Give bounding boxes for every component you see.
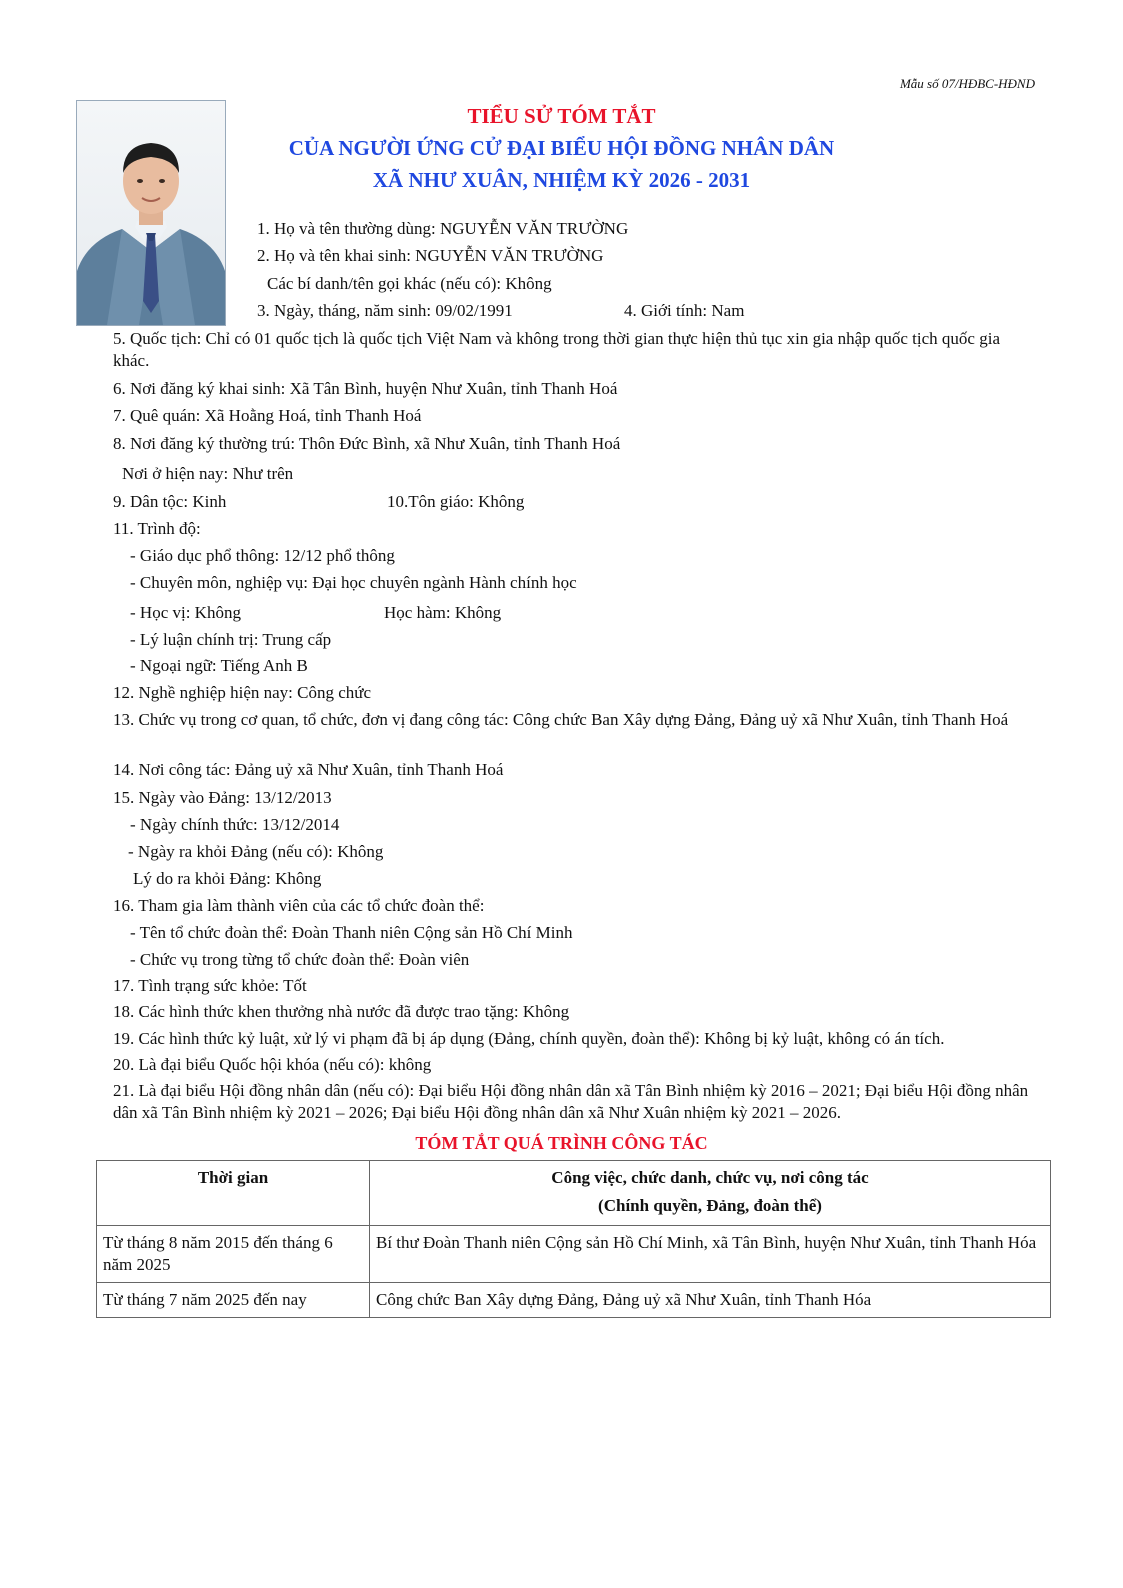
disciplinary-record: 19. Các hình thức kỷ luật, xử lý vi phạm đã bị áp dụng (Đảng, chính quyền, đoàn thể): Không bị kỷ luật, không có án tích.	[113, 1029, 945, 1048]
row-time: Từ tháng 8 năm 2015 đến tháng 6 năm 2025	[97, 1226, 370, 1283]
foreign-language: - Ngoại ngữ: Tiếng Anh B	[130, 656, 308, 675]
awards: 18. Các hình thức khen thưởng nhà nước đã được trao tặng: Không	[113, 1002, 570, 1021]
date-of-birth: 3. Ngày, tháng, năm sinh: 09/02/1991	[257, 301, 513, 320]
work-history-table	[96, 1160, 1051, 1318]
birth-name: 2. Họ và tên khai sinh: NGUYỄN VĂN TRƯỜNG	[257, 246, 604, 265]
current-occupation: 12. Nghề nghiệp hiện nay: Công chức	[113, 683, 372, 702]
specialization: - Chuyên môn, nghiệp vụ: Đại học chuyên ngành Hành chính học	[130, 573, 577, 592]
health-status: 17. Tình trạng sức khỏe: Tốt	[113, 976, 307, 995]
birth-registration-place: 6. Nơi đăng ký khai sinh: Xã Tân Bình, huyện Như Xuân, tỉnh Thanh Hoá	[113, 379, 618, 398]
nationality: 5. Quốc tịch: Chỉ có 01 quốc tịch là quốc tịch Việt Nam và không trong thời gian thực hiện thủ tục xin gia nhập quốc tịch quốc gia khác.	[113, 329, 1000, 370]
doc-title: TIỂU SỬ TÓM TẮT	[467, 104, 656, 128]
academic-title: Học hàm: Không	[384, 603, 502, 622]
row-job: Bí thư Đoàn Thanh niên Cộng sản Hồ Chí Minh, xã Tân Bình, huyện Như Xuân, tỉnh Thanh Hóa	[370, 1226, 1051, 1283]
national-assembly-membership: 20. Là đại biểu Quốc hội khóa (nếu có): không	[113, 1055, 432, 1074]
party-join-date: 15. Ngày vào Đảng: 13/12/2013	[113, 788, 332, 807]
council-membership: 21. Là đại biểu Hội đồng nhân dân (nếu có): Đại biểu Hội đồng nhân dân xã Tân Bình nhiệm kỳ 2016 – 2021; Đại biểu Hội đồng nhân dân xã Tân Bình nhiệm kỳ 2021 – 2026; Đại biểu Hội đồng nhân dân xã Như Xuân nhiệm kỳ 2021 – 2026.	[113, 1081, 1029, 1122]
organizations-heading: 16. Tham gia làm thành viên của các tổ chức đoàn thể:	[113, 896, 485, 915]
form-number: Mẫu số 07/HĐBC-HĐND	[899, 76, 1035, 91]
workplace: 14. Nơi công tác: Đảng uỷ xã Như Xuân, tỉnh Thanh Hoá	[113, 760, 504, 779]
work-history-title: TÓM TẮT QUÁ TRÌNH CÔNG TÁC	[415, 1133, 708, 1153]
current-residence: Nơi ở hiện nay: Như trên	[122, 464, 294, 483]
table-row	[97, 1283, 1051, 1318]
doc-subtitle-line-2: XÃ NHƯ XUÂN, NHIỆM KỲ 2026 - 2031	[372, 168, 751, 192]
education-heading: 11. Trình độ:	[113, 519, 201, 538]
current-position: 13. Chức vụ trong cơ quan, tổ chức, đơn vị đang công tác: Công chức Ban Xây dựng Đảng, Đảng uỷ xã Như Xuân, tỉnh Thanh Hoá	[113, 710, 1009, 729]
aliases: Các bí danh/tên gọi khác (nếu có): Không	[267, 274, 552, 293]
row-time: Từ tháng 7 năm 2025 đến nay	[97, 1283, 370, 1318]
party-leave-reason: Lý do ra khỏi Đảng: Không	[133, 869, 322, 888]
common-name: 1. Họ và tên thường dùng: NGUYỄN VĂN TRƯỜNG	[257, 219, 629, 238]
political-theory: - Lý luận chính trị: Trung cấp	[130, 630, 332, 649]
column-header-job	[370, 1161, 1051, 1226]
religion: 10.Tôn giáo: Không	[387, 492, 525, 511]
column-header-time: Thời gian	[97, 1161, 370, 1226]
table-row	[97, 1226, 1051, 1283]
party-official-date: - Ngày chính thức: 13/12/2014	[130, 815, 340, 834]
general-education: - Giáo dục phổ thông: 12/12 phổ thông	[130, 546, 395, 565]
organization-name: - Tên tổ chức đoàn thể: Đoàn Thanh niên Cộng sản Hồ Chí Minh	[130, 923, 573, 942]
column-header-job-line-2: (Chính quyền, Đảng, đoàn thể)	[598, 1196, 822, 1215]
doc-subtitle-line-1: CỦA NGƯỜI ỨNG CỬ ĐẠI BIỂU HỘI ĐỒNG NHÂN DÂN	[288, 136, 835, 160]
row-job: Công chức Ban Xây dựng Đảng, Đảng uỷ xã Như Xuân, tỉnh Thanh Hóa	[370, 1283, 1051, 1318]
hometown: 7. Quê quán: Xã Hoằng Hoá, tỉnh Thanh Hoá	[113, 406, 422, 425]
column-header-job-line-1: Công việc, chức danh, chức vụ, nơi công tác	[551, 1168, 869, 1187]
organization-role: - Chức vụ trong từng tổ chức đoàn thể: Đoàn viên	[130, 950, 470, 969]
permanent-residence: 8. Nơi đăng ký thường trú: Thôn Đức Bình, xã Như Xuân, tỉnh Thanh Hoá	[113, 434, 621, 453]
degree: - Học vị: Không	[130, 603, 241, 622]
party-leave-date: - Ngày ra khỏi Đảng (nếu có): Không	[128, 842, 384, 861]
gender: 4. Giới tính: Nam	[624, 301, 745, 320]
ethnicity: 9. Dân tộc: Kinh	[113, 492, 227, 511]
